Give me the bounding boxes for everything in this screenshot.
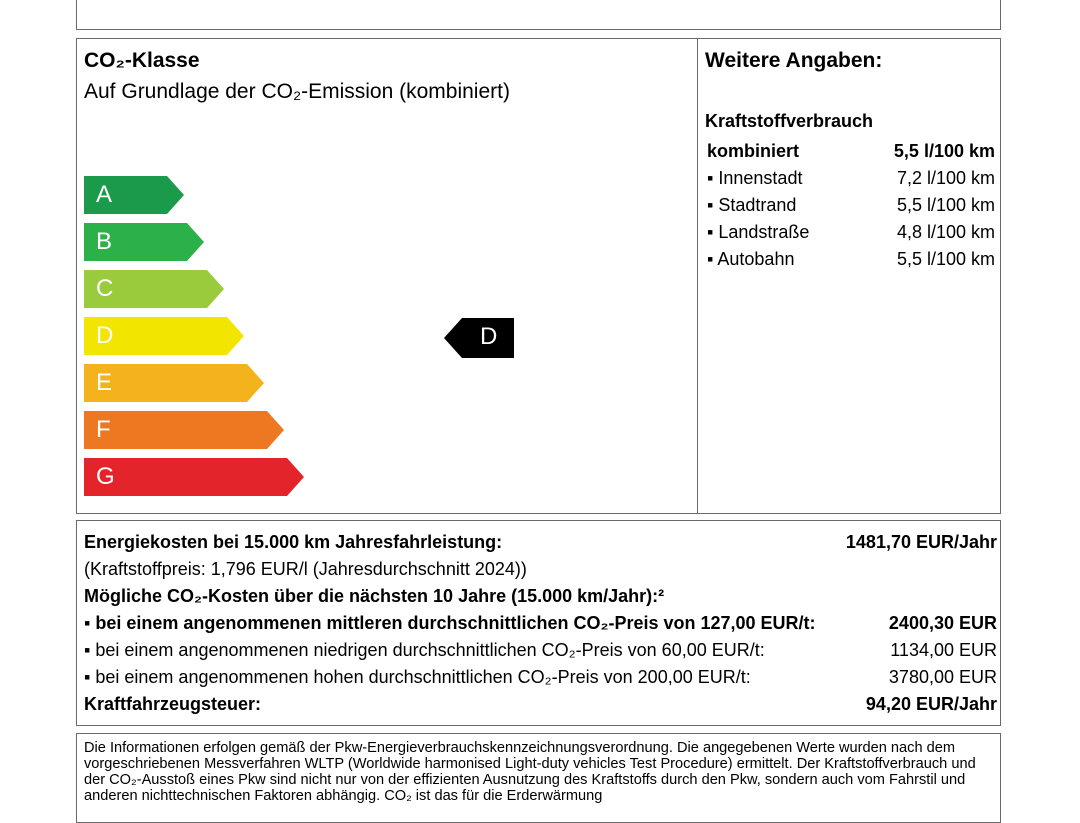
fuel-price-row	[84, 559, 997, 585]
marker-arrow-shape	[444, 318, 514, 358]
consumption-label: ▪ Stadtrand	[707, 195, 797, 215]
co2-class-bar-d	[84, 317, 244, 355]
class-arrow-shape	[84, 458, 304, 496]
co2-cost-high-label: ▪ bei einem angenommenen hohen durchschnittlichen CO₂-Preis von 200,00 EUR/t:	[84, 667, 751, 687]
energy-cost-label: Energiekosten bei 15.000 km Jahresfahrleistung:	[84, 532, 503, 552]
co2-class-bar-g	[84, 458, 304, 496]
co2-class-title: CO₂-Klasse	[84, 49, 200, 72]
energy-cost-row	[84, 532, 997, 558]
co2-class-bar-b	[84, 223, 204, 261]
consumption-row-highway	[707, 249, 995, 273]
consumption-row-rural	[707, 222, 995, 246]
co2-cost-high-value: 3780,00 EUR	[888, 667, 997, 687]
co2-cost-mid-label: ▪ bei einem angenommenen mittleren durchschnittlichen CO₂-Preis von 127,00 EUR/t:	[84, 613, 816, 633]
legal-note-text: Die Informationen erfolgen gemäß der Pkw-Energieverbrauchskennzeichnungsverordnung. Die angegebenen Werte wurden nach dem vorgeschriebenen Messverfahren WLTP (Worldwide harmonised Light-duty vehicles Test Procedure) ermittelt. Der Kraftstoffverbrauch und der CO₂-Ausstoß eines Pkw sind nicht nur von der effizienten Ausnutzung des Kraftstoffs durch den Pkw, sondern auch vom Fahrstil und anderen nichttechnischen Faktoren abhängig. CO₂ ist das für die Erderwärmung	[84, 740, 976, 804]
co2-cost-low-row	[84, 640, 997, 666]
co2-class-bar-f	[84, 411, 284, 449]
co2-class-letter: B	[96, 228, 113, 255]
co2-class-subtitle: Auf Grundlage der CO₂-Emission (kombiniert)	[84, 80, 510, 103]
consumption-value: 4,8 l/100 km	[896, 222, 995, 242]
consumption-row-combined	[707, 141, 995, 165]
co2-class-bar-e	[84, 364, 264, 402]
current-class-marker	[444, 318, 514, 358]
co2-cost-low-label: ▪ bei einem angenommenen niedrigen durchschnittlichen CO₂-Preis von 60,00 EUR/t:	[84, 640, 765, 660]
class-arrow-shape	[84, 411, 284, 449]
co2-costs-heading-row	[84, 586, 997, 612]
co2-cost-high-row	[84, 667, 997, 693]
further-info-title: Weitere Angaben:	[705, 49, 883, 72]
co2-class-panel	[76, 38, 699, 514]
consumption-label: ▪ Innenstadt	[707, 168, 803, 188]
consumption-label: kombiniert	[707, 141, 800, 161]
costs-panel	[76, 520, 1001, 726]
consumption-label: ▪ Autobahn	[707, 249, 795, 269]
consumption-value: 5,5 l/100 km	[896, 195, 995, 215]
fuel-consumption-heading: Kraftstoffverbrauch	[705, 111, 874, 131]
further-info-panel	[697, 38, 1001, 514]
co2-class-letter: D	[96, 322, 114, 349]
consumption-value: 7,2 l/100 km	[896, 168, 995, 188]
vehicle-tax-label: Kraftfahrzeugsteuer:	[84, 694, 262, 714]
top-section-box	[76, 0, 1001, 30]
consumption-label: ▪ Landstraße	[707, 222, 810, 242]
consumption-value: 5,5 l/100 km	[896, 249, 995, 269]
current-class-letter: D	[480, 323, 498, 350]
co2-class-letter: A	[96, 181, 113, 208]
vehicle-tax-value: 94,20 EUR/Jahr	[865, 694, 997, 714]
vehicle-tax-row	[84, 694, 997, 720]
consumption-value: 5,5 l/100 km	[893, 141, 995, 161]
fuel-price-text: (Kraftstoffpreis: 1,796 EUR/l (Jahresdurchschnitt 2024))	[84, 559, 527, 579]
co2-costs-heading: Mögliche CO₂-Kosten über die nächsten 10 Jahre (15.000 km/Jahr):²	[84, 586, 665, 606]
co2-cost-low-value: 1134,00 EUR	[890, 640, 997, 660]
co2-class-letter: G	[96, 463, 115, 490]
co2-class-bar-c	[84, 270, 224, 308]
co2-class-letter: C	[96, 275, 114, 302]
co2-cost-mid-value: 2400,30 EUR	[888, 613, 997, 633]
co2-class-bar-a	[84, 176, 184, 214]
co2-class-letter: F	[96, 416, 111, 443]
consumption-row-suburban	[707, 195, 995, 219]
co2-class-letter: E	[96, 369, 113, 396]
energy-cost-value: 1481,70 EUR/Jahr	[845, 532, 997, 552]
co2-cost-mid-row	[84, 613, 997, 639]
consumption-row-city	[707, 168, 995, 192]
